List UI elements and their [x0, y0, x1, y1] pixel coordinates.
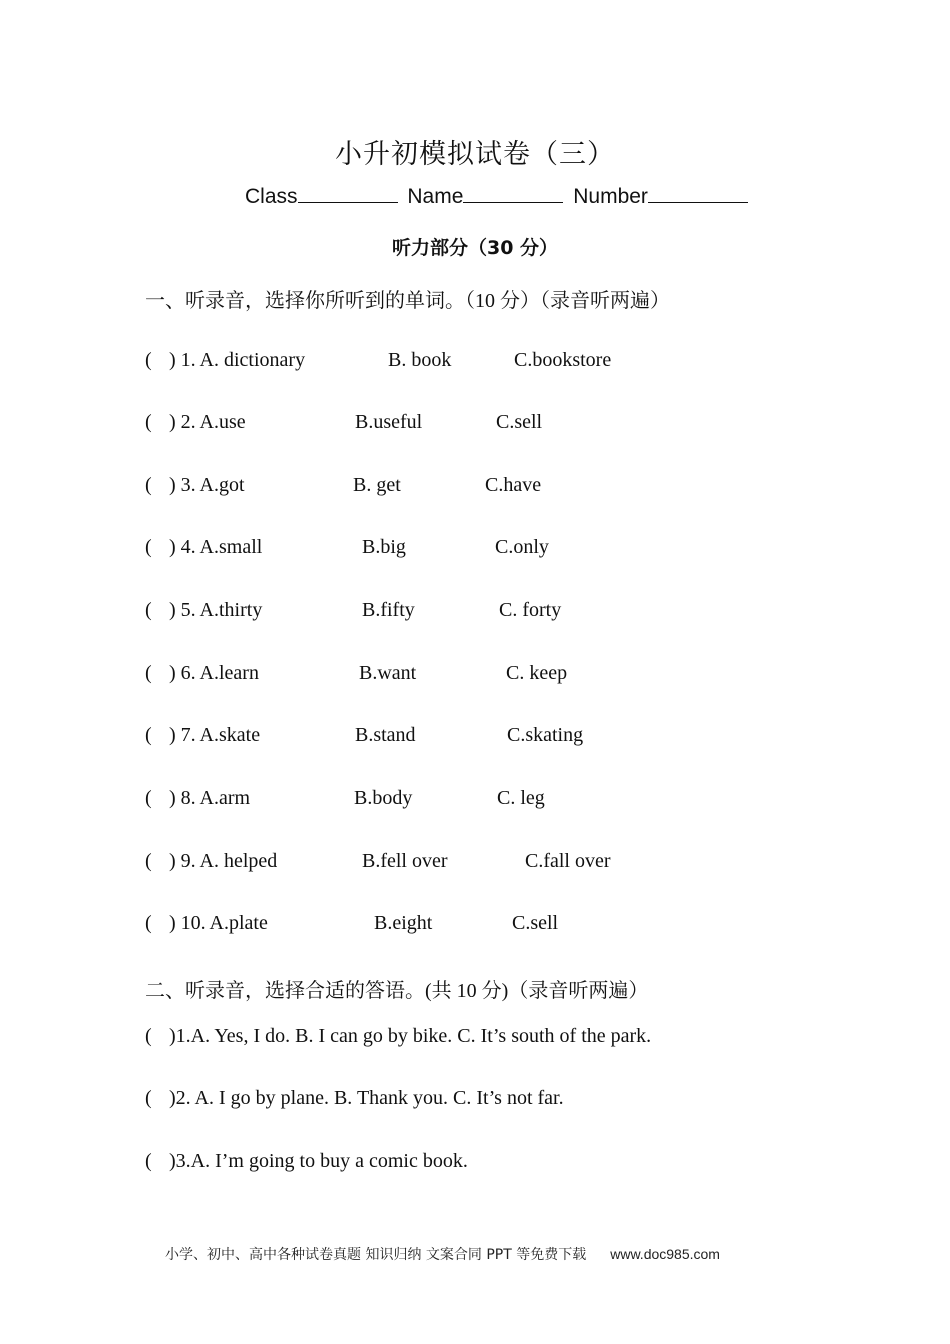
question-row: [145, 474, 245, 497]
option-b: B.want: [359, 662, 417, 684]
option-c: C.bookstore: [514, 349, 612, 371]
option-b: B.big: [362, 536, 406, 558]
answer-paren: (: [145, 850, 152, 872]
option-a: ) 7. A.skate: [169, 724, 261, 746]
option-c: C.sell: [512, 912, 559, 934]
option-c: C.only: [495, 536, 549, 558]
answer-paren: (: [145, 411, 152, 433]
option-a: ) 1. A. dictionary: [169, 349, 306, 371]
option-a: ) 5. A.thirty: [169, 599, 263, 621]
part-title: 听力部分（30 分）: [391, 237, 559, 259]
question-row: [145, 411, 246, 434]
option-a: ) 6. A.learn: [169, 662, 259, 684]
student-info-line: [245, 184, 752, 209]
question-text: )3.A. I’m going to buy a comic book.: [169, 1150, 468, 1172]
option-b: B.useful: [355, 411, 423, 433]
option-c: C.fall over: [525, 850, 611, 872]
option-b: B.fell over: [362, 850, 448, 872]
class-label: Class: [245, 185, 298, 208]
answer-paren: (: [145, 787, 152, 809]
question-row: [145, 1025, 651, 1048]
answer-paren: (: [145, 662, 152, 684]
option-a: ) 9. A. helped: [169, 850, 278, 872]
answer-paren: (: [145, 349, 152, 371]
option-b: B. get: [353, 474, 401, 496]
name-blank: [463, 184, 563, 203]
page-footer: [165, 1244, 720, 1264]
answer-paren: (: [145, 724, 152, 746]
answer-paren: (: [145, 536, 152, 558]
question-row: [145, 787, 250, 810]
option-b: B.eight: [374, 912, 433, 934]
footer-text: 小学、初中、高中各种试卷真题 知识归纳 文案合同 PPT 等免费下载: [165, 1247, 587, 1263]
option-a: ) 10. A.plate: [169, 912, 268, 934]
answer-paren: (: [145, 474, 152, 496]
section2-heading: 二、听录音，选择合适的答语。(共 10 分)（录音听两遍）: [145, 980, 649, 1002]
option-c: C.skating: [507, 724, 584, 746]
option-c: C.have: [485, 474, 542, 496]
question-row: [145, 724, 260, 747]
question-text: )1.A. Yes, I do. B. I can go by bike. C. It’s south of the park.: [169, 1025, 652, 1047]
question-row: [145, 662, 259, 685]
question-row: [145, 349, 305, 372]
question-row: [145, 1150, 468, 1173]
option-b: B.body: [354, 787, 413, 809]
option-a: ) 4. A.small: [169, 536, 263, 558]
answer-paren: (: [145, 599, 152, 621]
number-blank: [648, 184, 748, 203]
name-label: Name: [407, 185, 464, 208]
number-label: Number: [573, 185, 648, 208]
option-b: B.stand: [355, 724, 416, 746]
footer-url: www.doc985.com: [610, 1246, 720, 1262]
answer-paren: (: [145, 1150, 152, 1172]
option-c: C.sell: [496, 411, 543, 433]
option-a: ) 2. A.use: [169, 411, 246, 433]
answer-paren: (: [145, 1025, 152, 1047]
section1-heading: 一、听录音，选择你所听到的单词。（10 分）（录音听两遍）: [145, 290, 670, 312]
page-title: 小升初模拟试卷（三）: [335, 139, 615, 169]
question-row: [145, 912, 268, 935]
option-a: ) 8. A.arm: [169, 787, 251, 809]
question-row: [145, 850, 277, 873]
option-b: B. book: [388, 349, 452, 371]
answer-paren: (: [145, 1087, 152, 1109]
option-a: ) 3. A.got: [169, 474, 245, 496]
question-text: )2. A. I go by plane. B. Thank you. C. It’s not far.: [169, 1087, 564, 1109]
question-row: [145, 1087, 564, 1110]
option-c: C. forty: [499, 599, 562, 621]
question-row: [145, 599, 262, 622]
option-c: C. keep: [506, 662, 568, 684]
option-c: C. leg: [497, 787, 545, 809]
question-row: [145, 536, 262, 559]
option-b: B.fifty: [362, 599, 415, 621]
answer-paren: (: [145, 912, 152, 934]
class-blank: [298, 184, 398, 203]
